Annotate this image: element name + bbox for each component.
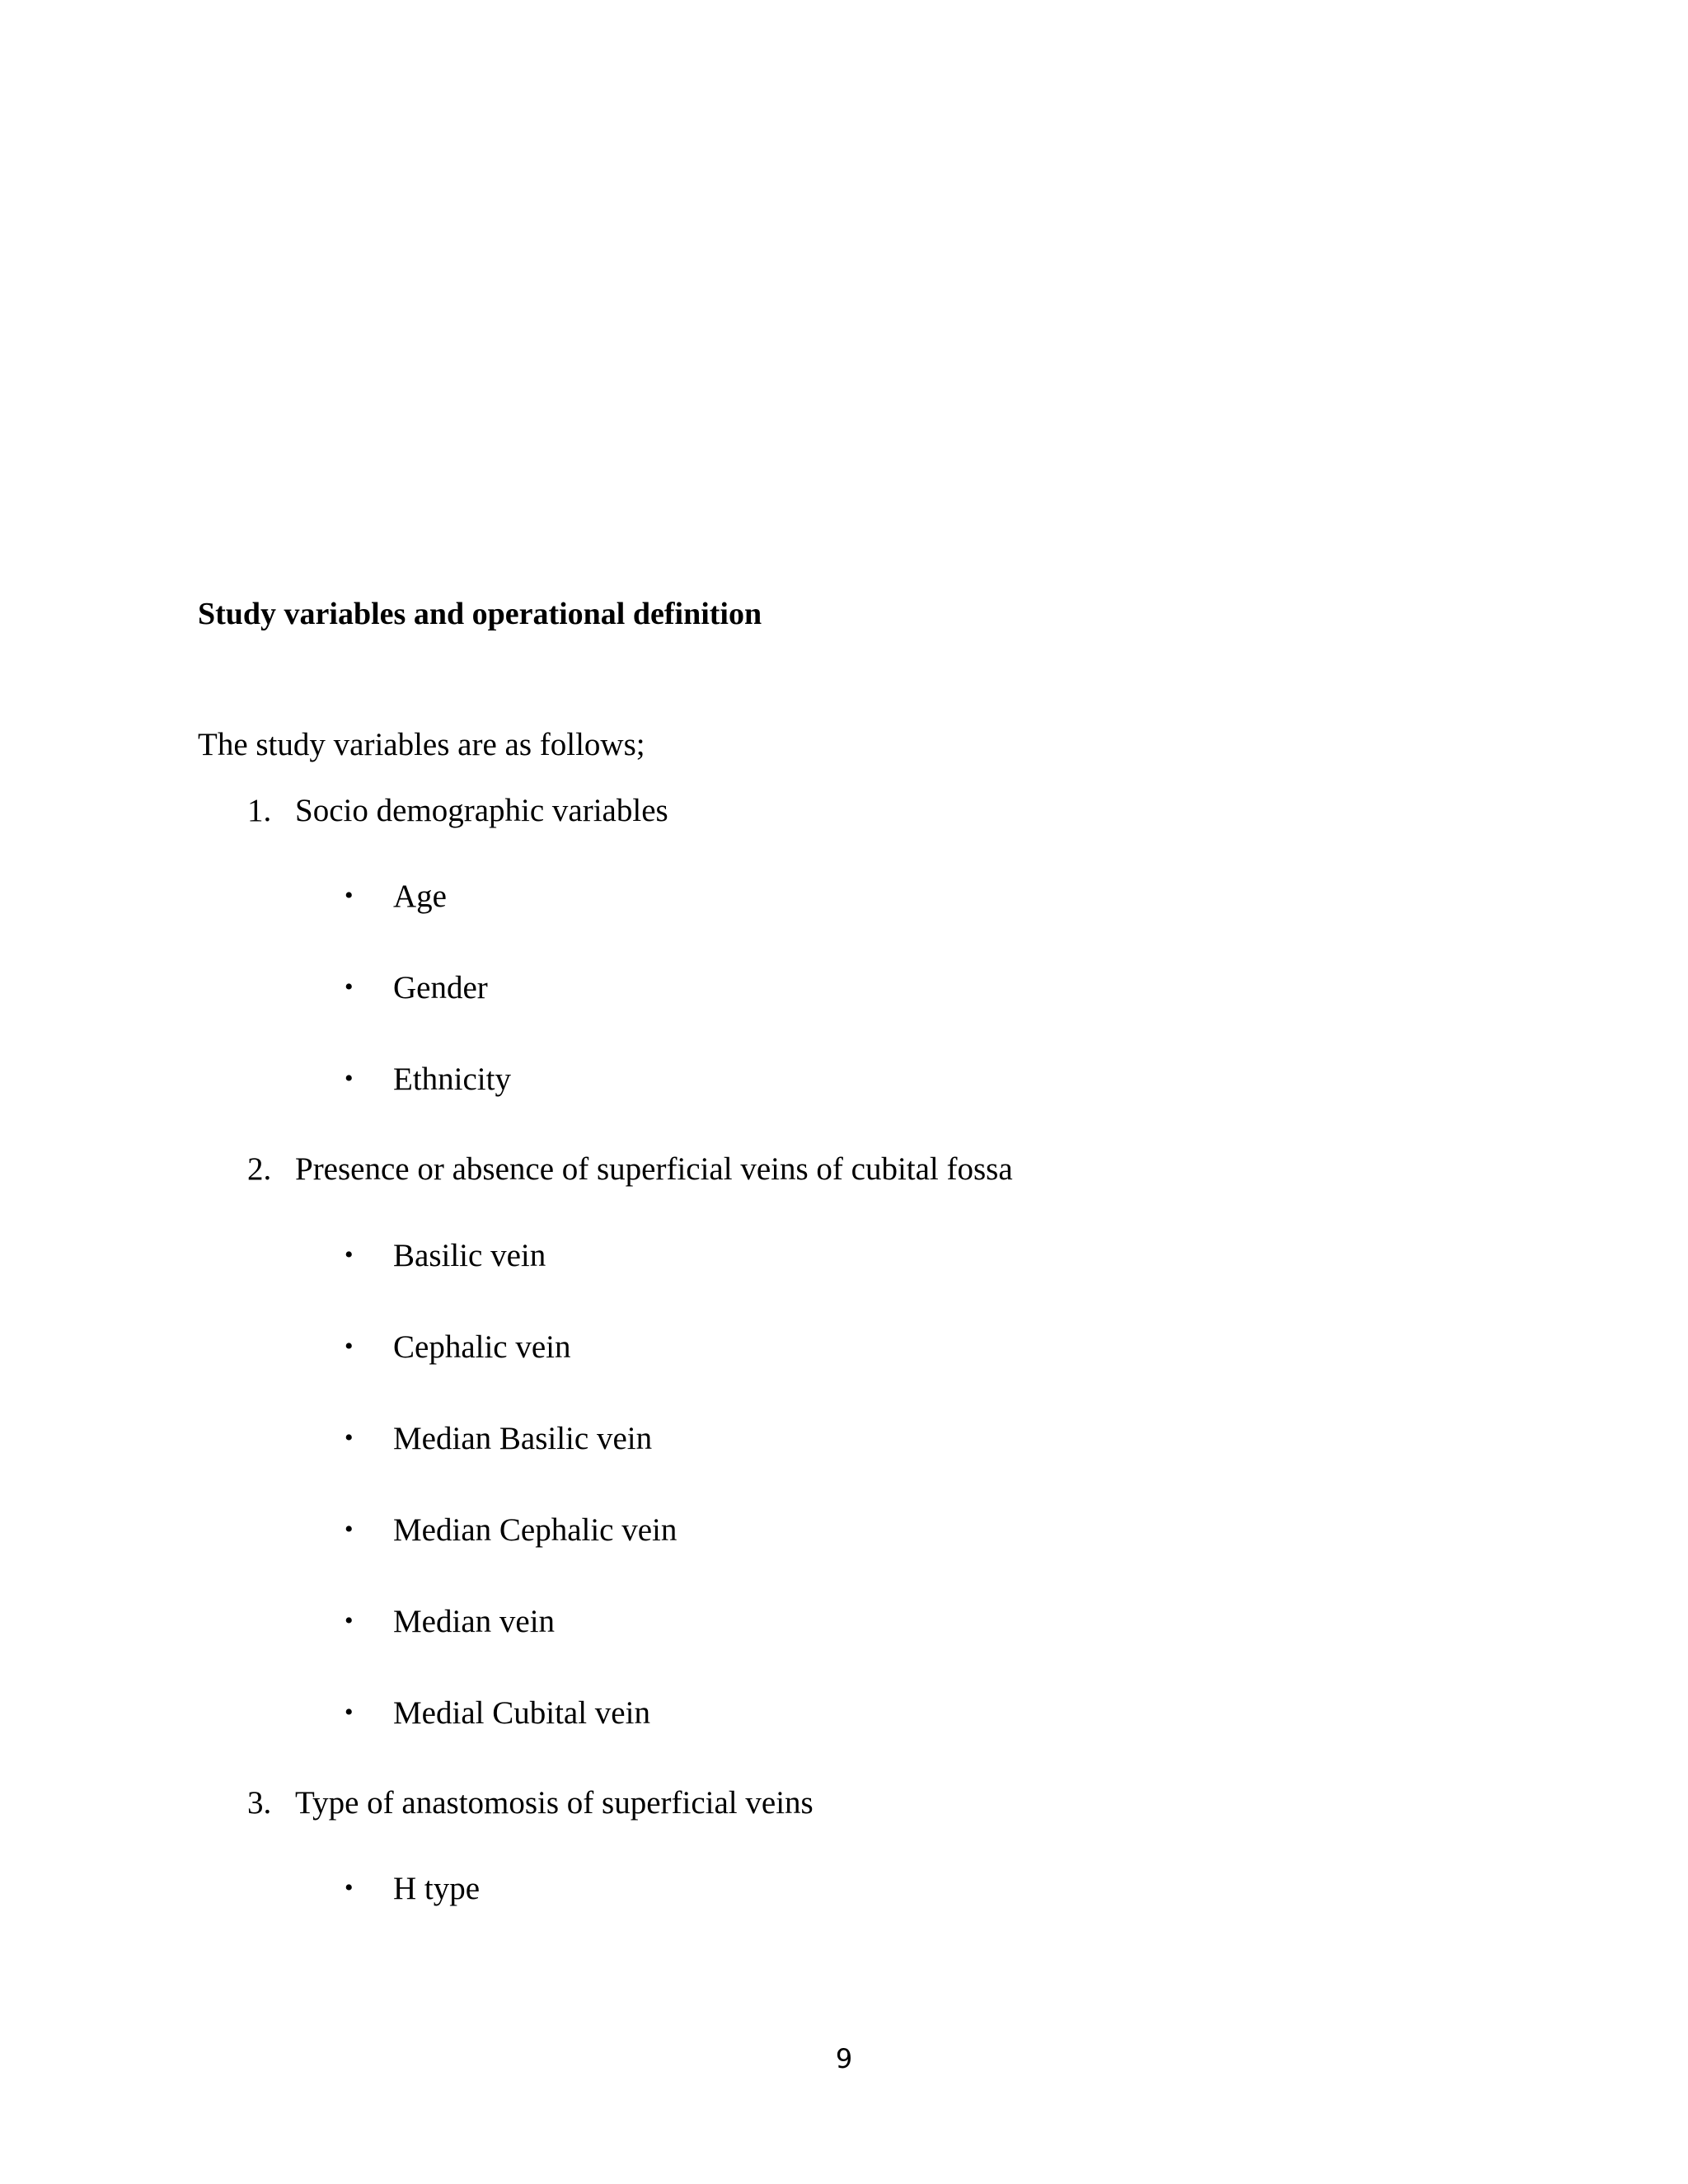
bullet-item: Basilic vein <box>393 1238 546 1273</box>
intro-paragraph: The study variables are as follows; <box>198 727 645 762</box>
bullet-icon: • <box>345 1516 354 1543</box>
list-item-title: Type of anastomosis of superficial veins <box>295 1785 814 1821</box>
bullet-icon: • <box>345 1065 354 1092</box>
bullet-icon: • <box>345 1874 354 1901</box>
bullet-item: Ethnicity <box>393 1062 511 1097</box>
section-heading: Study variables and operational definition <box>198 597 762 631</box>
bullet-item: Gender <box>393 970 488 1005</box>
bullet-icon: • <box>345 1333 354 1360</box>
list-number: 3. <box>247 1785 272 1821</box>
bullet-icon: • <box>345 882 354 909</box>
bullet-item: Cephalic vein <box>393 1329 571 1365</box>
bullet-item: Age <box>393 879 447 914</box>
bullet-icon: • <box>345 1424 354 1451</box>
bullet-icon: • <box>345 1241 354 1268</box>
list-item-title: Presence or absence of superficial veins of cubital fossa <box>295 1151 1013 1187</box>
bullet-item: Medial Cubital vein <box>393 1695 650 1731</box>
bullet-item: Median vein <box>393 1604 556 1639</box>
bullet-icon: • <box>345 1607 354 1634</box>
bullet-item: Median Cephalic vein <box>393 1512 678 1548</box>
page-number: 9 <box>835 2043 853 2074</box>
bullet-item: Median Basilic vein <box>393 1421 653 1456</box>
bullet-item: H type <box>393 1871 481 1906</box>
list-number: 1. <box>247 793 272 828</box>
list-item-title: Socio demographic variables <box>295 793 668 828</box>
bullet-icon: • <box>345 973 354 1001</box>
bullet-icon: • <box>345 1699 354 1726</box>
list-number: 2. <box>247 1151 272 1187</box>
